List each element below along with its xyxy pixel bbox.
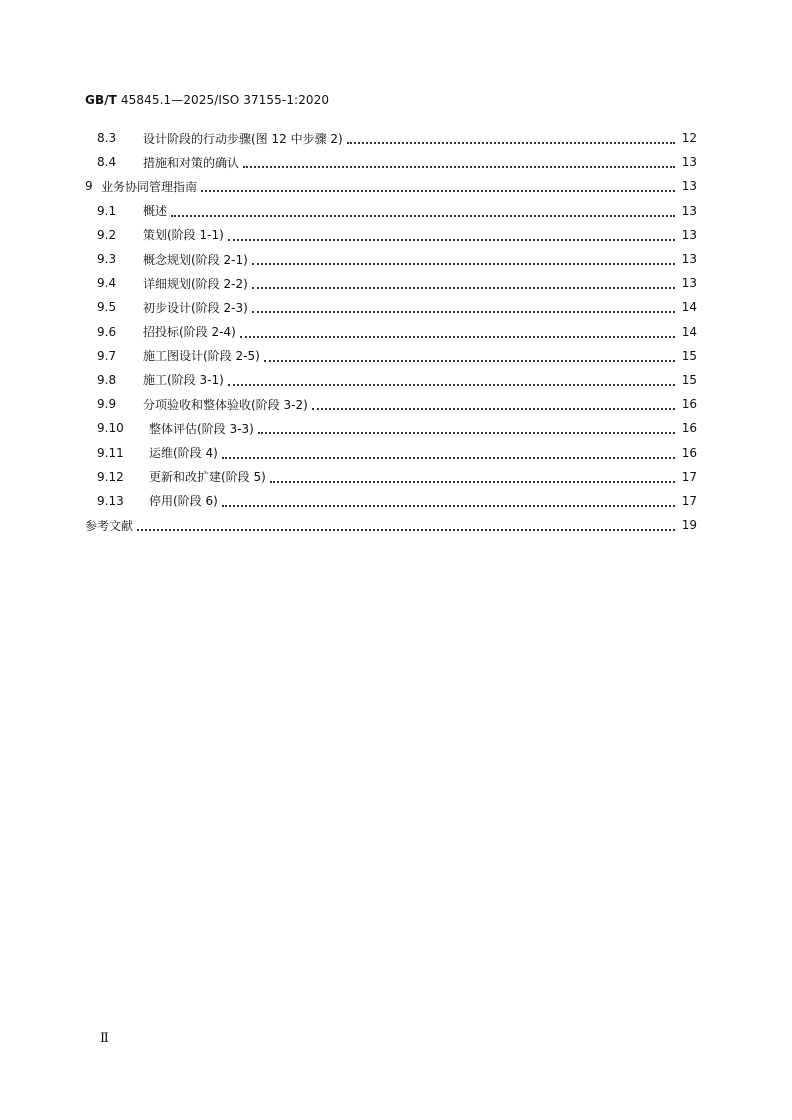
toc-entry[interactable] [85,223,697,247]
toc-entry-title: 运维(阶段 4) [149,446,218,461]
toc-entry-number: 9.8 [97,372,117,387]
toc-entry-title: 策划(阶段 1-1) [143,228,224,243]
toc-dot-leader [347,128,675,144]
toc-entry-page: 17 [681,469,697,484]
toc-entry-page: 15 [681,348,697,363]
toc-dot-leader [243,152,675,168]
toc-dot-leader [270,467,675,483]
toc-entry[interactable] [85,416,697,440]
toc-entry-number: 9.13 [97,493,124,508]
toc-entry-page: 13 [681,155,697,170]
toc-entry[interactable] [85,126,697,150]
toc-entry-page: 16 [681,421,697,436]
toc-entry[interactable] [85,247,697,271]
toc-entry-number: 8.3 [97,131,117,146]
toc-entry-title: 概念规划(阶段 2-1) [143,252,248,267]
toc-dot-leader [252,273,675,289]
toc-entry-title: 概述 [143,204,168,219]
toc-entry-number: 9.1 [97,203,117,218]
toc-entry[interactable] [85,440,697,464]
toc-entry-page: 13 [681,179,697,194]
toc-entry-page: 12 [681,131,697,146]
toc-entry-number: 9 [85,179,93,194]
toc-entry-number: 9.11 [97,445,124,460]
toc-entry-number: 9.7 [97,348,117,363]
toc-dot-leader [137,515,675,531]
toc-entry-title: 详细规划(阶段 2-2) [143,276,248,291]
toc-entry-number: 9.4 [97,276,117,291]
toc-dot-leader [228,370,675,386]
toc-entry-page: 17 [681,493,697,508]
toc-entry[interactable] [85,174,697,198]
toc-dot-leader [171,201,675,217]
toc-entry[interactable] [85,271,697,295]
toc-entry-page: 14 [681,300,697,315]
toc-entry-number: 9.5 [97,300,117,315]
toc-entry-page: 13 [681,203,697,218]
toc-dot-leader [228,225,675,241]
toc-entry[interactable] [85,465,697,489]
toc-entry[interactable] [85,368,697,392]
toc-entry-number: 9.9 [97,397,117,412]
table-of-contents [85,126,697,537]
toc-entry-title: 停用(阶段 6) [149,494,218,509]
toc-entry-title: 设计阶段的行动步骤(图 12 中步骤 2) [143,131,343,146]
toc-entry-number: 9.2 [97,227,117,242]
toc-entry-page: 16 [681,397,697,412]
toc-entry-title: 参考文献 [85,518,134,533]
toc-entry-page: 13 [681,252,697,267]
toc-entry-page: 14 [681,324,697,339]
toc-entry-title: 更新和改扩建(阶段 5) [149,470,266,485]
toc-dot-leader [258,418,675,434]
toc-entry[interactable] [85,295,697,319]
toc-entry-title: 整体评估(阶段 3-3) [149,421,254,436]
toc-dot-leader [201,176,675,192]
toc-entry-page: 13 [681,276,697,291]
toc-entry-number: 9.3 [97,252,117,267]
toc-dot-leader [222,491,675,507]
toc-entry[interactable] [85,150,697,174]
toc-dot-leader [252,297,675,313]
toc-entry-page: 13 [681,227,697,242]
toc-entry[interactable] [85,489,697,513]
toc-entry-title: 施工图设计(阶段 2-5) [143,349,260,364]
toc-entry-title: 分项验收和整体验收(阶段 3-2) [143,397,308,412]
toc-entry[interactable] [85,199,697,223]
toc-entry-number: 8.4 [97,155,117,170]
toc-entry-page: 15 [681,372,697,387]
toc-entry-page: 16 [681,445,697,460]
standard-number: 45845.1—2025/ISO 37155-1:2020 [120,93,330,107]
toc-dot-leader [222,443,675,459]
page-number: Ⅱ [100,1031,109,1046]
toc-dot-leader [240,322,675,338]
toc-entry-title: 初步设计(阶段 2-3) [143,300,248,315]
toc-entry-title: 措施和对策的确认 [143,155,240,170]
toc-entry[interactable] [85,344,697,368]
toc-entry-number: 9.12 [97,469,124,484]
toc-entry-page: 19 [681,518,697,533]
toc-entry[interactable] [85,513,697,537]
page-header [85,93,329,107]
toc-entry[interactable] [85,320,697,344]
toc-entry-number: 9.10 [97,421,124,436]
toc-entry-number: 9.6 [97,324,117,339]
toc-dot-leader [312,394,675,410]
toc-dot-leader [252,249,675,265]
standard-code: GB/T [85,93,117,107]
toc-entry-title: 施工(阶段 3-1) [143,373,224,388]
toc-dot-leader [264,346,675,362]
toc-entry-title: 招投标(阶段 2-4) [143,325,236,340]
toc-entry[interactable] [85,392,697,416]
toc-entry-title: 业务协同管理指南 [101,179,198,194]
